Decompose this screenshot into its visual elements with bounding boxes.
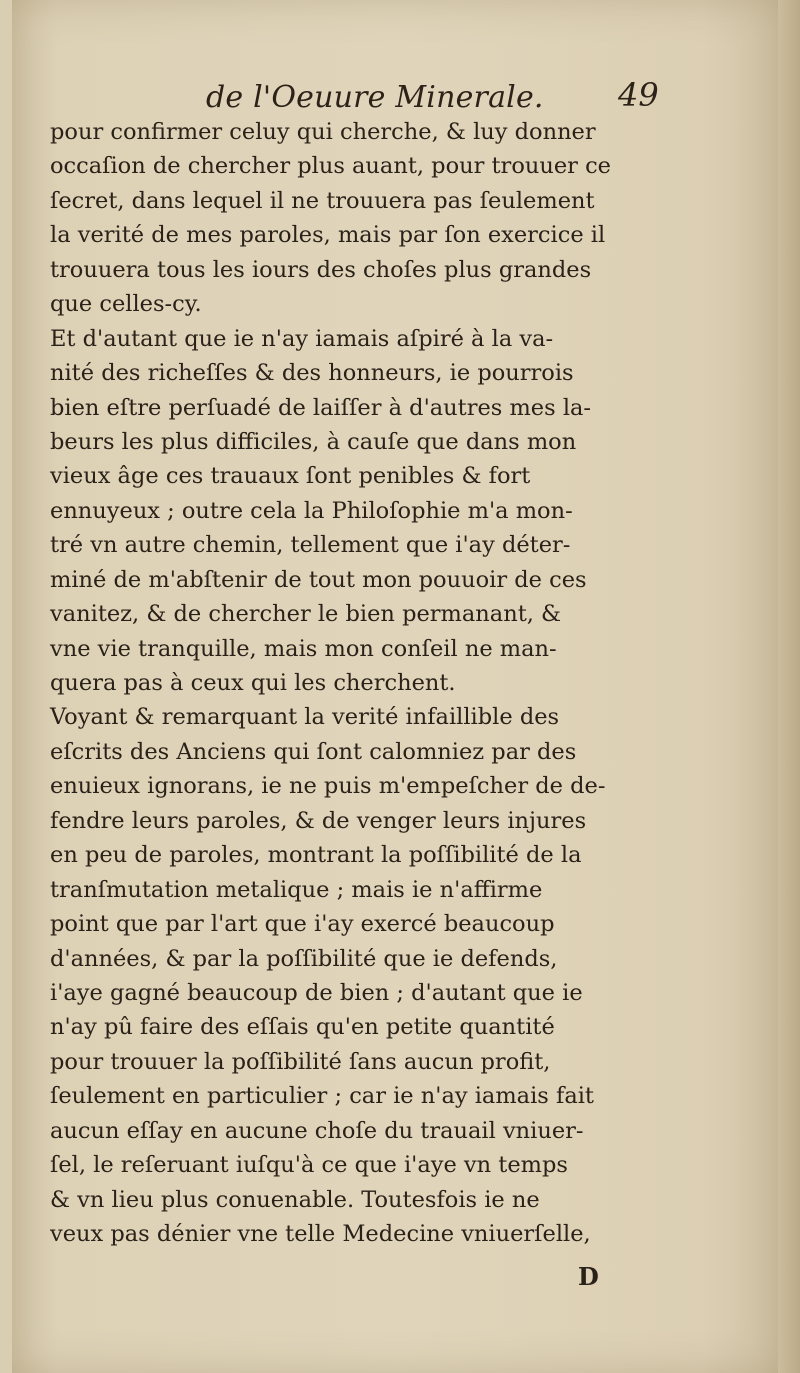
text-line: ſel, le reſeruant iuſqu'à ce que i'aye vn temps: [50, 1152, 568, 1179]
text-line: ennuyeux ; outre cela la Philoſophie m'a mon-: [50, 497, 573, 524]
text-line: eſcrits des Anciens qui ſont calomniez par des: [50, 738, 577, 765]
text-line: en peu de paroles, montrant la poſſibilité de la: [50, 842, 582, 869]
text-line: Voyant & remarquant la verité infaillible des: [50, 704, 560, 731]
text-line: trouuera tous les iours des choſes plus grandes: [50, 256, 592, 283]
text-line: ſeulement en particulier ; car ie n'ay iamais fait: [50, 1083, 594, 1110]
text-line: miné de m'abſtenir de tout mon pouuoir de ces: [50, 566, 587, 593]
text-line: Et d'autant que ie n'ay iamais aſpiré à la va-: [50, 325, 554, 352]
text-line: n'ay pû faire des eſſais qu'en petite quantité: [50, 1014, 555, 1041]
text-line: beurs les plus difficiles, à cauſe que dans mon: [50, 428, 577, 455]
text-line: aucun eſſay en aucune choſe du trauail vniuer-: [50, 1117, 584, 1144]
text-line: veux pas dénier vne telle Medecine vniuerſelle,: [50, 1221, 591, 1247]
text-line: vieux âge ces trauaux ſont penibles & fort: [50, 463, 531, 490]
text-line: tré vn autre chemin, tellement que i'ay déter-: [50, 532, 571, 559]
text-line: d'années, & par la poſſibilité que ie defends,: [50, 945, 558, 972]
page-number: 49: [618, 76, 659, 114]
catchword: D: [578, 1262, 599, 1291]
text-line: quera pas à ceux qui les cherchent.: [50, 670, 456, 696]
text-line: nité des richeſſes & des honneurs, ie pourrois: [50, 360, 574, 387]
text-line: que celles-cy.: [50, 291, 202, 318]
text-line: occaſion de chercher plus auant, pour trouuer ce: [50, 153, 611, 180]
running-title: de l'Oeuure Minerale.: [206, 80, 544, 115]
text-line: pour trouuer la poſſibilité ſans aucun profit,: [50, 1048, 551, 1075]
text-line: pour confirmer celuy qui cherche, & luy donner: [50, 119, 596, 145]
text-line: tranſmutation metalique ; mais ie n'affirme: [50, 876, 543, 903]
text-line: fendre leurs paroles, & de venger leurs injures: [50, 807, 587, 834]
page-edge: [778, 0, 800, 1373]
text-line: enuieux ignorans, ie ne puis m'empeſcher de de-: [50, 773, 606, 800]
text-line: ſecret, dans lequel il ne trouuera pas ſeulement: [50, 187, 595, 214]
body-text: [50, 115, 670, 1251]
text-line: vne vie tranquille, mais mon conſeil ne man-: [50, 635, 557, 662]
text-line: bien eſtre perſuadé de laiſſer à d'autres mes la-: [50, 394, 592, 421]
text-line: i'aye gagné beaucoup de bien ; d'autant que ie: [50, 979, 583, 1006]
text-line: point que par l'art que i'ay exercé beaucoup: [50, 911, 555, 938]
text-line: la verité de mes paroles, mais par ſon exercice il: [50, 222, 606, 249]
text-line: vanitez, & de chercher le bien permanant, &: [50, 601, 562, 628]
text-line: & vn lieu plus conuenable. Toutesfois ie ne: [50, 1186, 540, 1213]
